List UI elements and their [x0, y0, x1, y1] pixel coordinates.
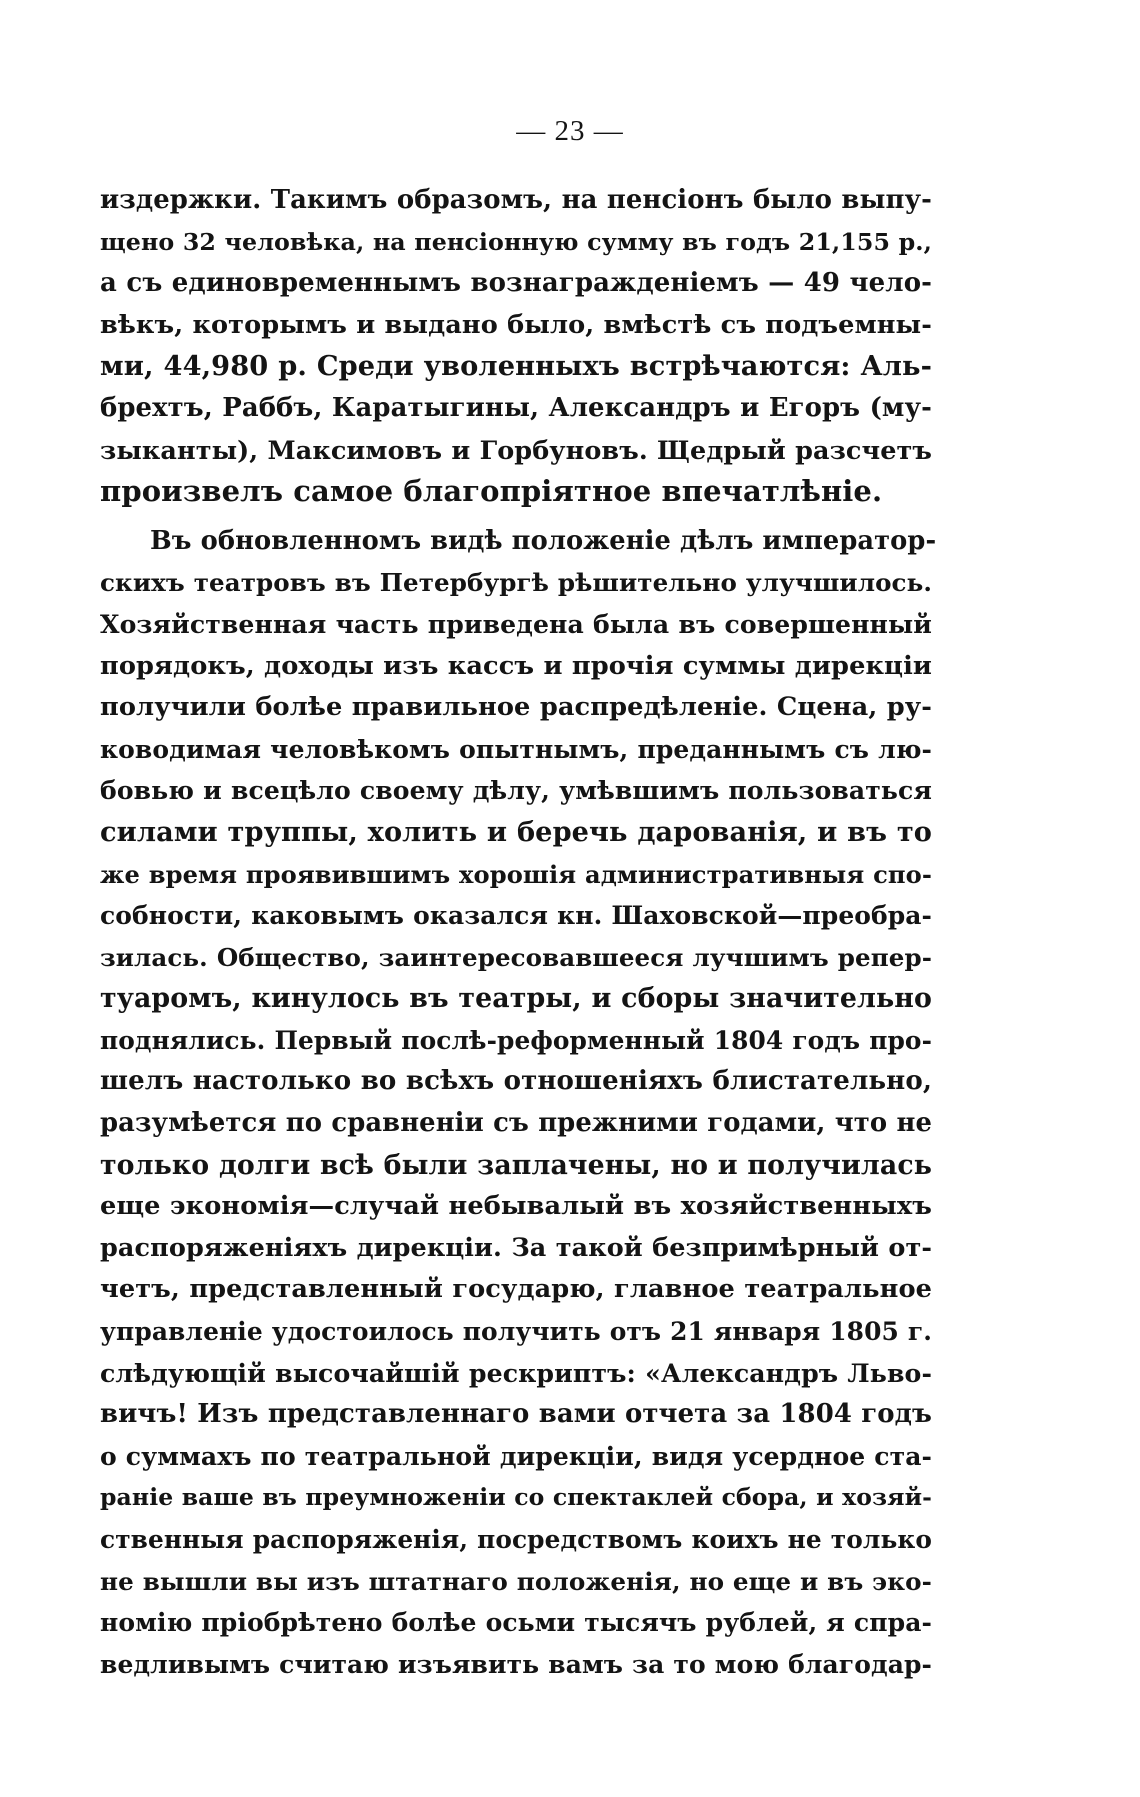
text-line: только долги всѣ были заплачены, но и получилась — [100, 1149, 932, 1181]
text-line: управленіе удостоилось получить отъ 21 января 1805 г. — [100, 1317, 932, 1347]
text-line: зыканты), Максимовъ и Горбуновъ. Щедрый разсчетъ — [100, 434, 932, 465]
text-line: шелъ настолько во всѣхъ отношеніяхъ блистательно, — [100, 1066, 932, 1097]
text-line: ми, 44,980 р. Среди уволенныхъ встрѣчаются: Аль- — [100, 350, 932, 383]
paragraph — [100, 521, 937, 1686]
text-line: слѣдующій высочайшій рескриптъ: «Александръ Льво- — [100, 1357, 932, 1388]
text-line: же время проявившимъ хорошія административныя спо- — [100, 859, 932, 889]
text-line: раніе ваше въ преумноженіи со спектаклей сбора, и хозяй- — [100, 1483, 932, 1512]
text-line: ководимая человѣкомъ опытнымъ, преданнымъ съ лю- — [100, 734, 932, 764]
page-number: — 23 — — [516, 115, 624, 147]
text-line: зилась. Общество, заинтересовавшееся лучшимъ репер- — [100, 942, 932, 972]
text-line: брехтъ, Раббъ, Каратыгины, Александръ и Егоръ (му- — [100, 392, 932, 423]
paragraph-gap — [100, 513, 932, 521]
text-line: еще экономія—случай небывалый въ хозяйственныхъ — [100, 1191, 932, 1222]
text-line: Въ обновленномъ видѣ положеніе дѣлъ император- — [150, 525, 937, 556]
text-line: распоряженіяхъ дирекціи. За такой безпримѣрный от- — [100, 1232, 932, 1263]
text-line: издержки. Такимъ образомъ, на пенсіонъ было выпу- — [100, 185, 932, 215]
text-line: бовью и всецѣло своему дѣлу, умѣвшимъ пользоваться — [100, 775, 932, 806]
text-line: вѣкъ, которымъ и выдано было, вмѣстѣ съ подъемны- — [100, 309, 932, 340]
text-line: номію пріобрѣтено болѣе осьми тысячъ рублей, я спра- — [100, 1608, 932, 1638]
text-line: скихъ театровъ въ Петербургѣ рѣшительно улучшилось. — [100, 568, 932, 598]
body-text — [100, 180, 937, 1685]
text-line: о суммахъ по театральной дирекціи, видя усердное ста- — [100, 1441, 932, 1471]
text-line: четъ, представленный государю, главное театральное — [100, 1274, 932, 1305]
text-line: а съ единовременнымъ вознагражденіемъ — 49 чело- — [100, 268, 932, 299]
text-line: поднялись. Первый послѣ-реформенный 1804 годъ про- — [100, 1025, 932, 1055]
text-line: получили болѣе правильное распредѣленіе. Сцена, ру- — [100, 692, 932, 723]
text-line: туаромъ, кинулось въ театры, и сборы значительно — [100, 983, 932, 1015]
text-line: собности, каковымъ оказался кн. Шаховской—преобра- — [100, 901, 932, 931]
text-line: ведливымъ считаю изъявить вамъ за то мою благодар- — [100, 1649, 932, 1679]
text-line: ственныя распоряженія, посредствомъ коихъ не только — [100, 1525, 932, 1554]
text-line: силами труппы, холить и беречь дарованія, и въ то — [100, 815, 932, 848]
text-line: не вышли вы изъ штатнаго положенія, но еще и въ эко- — [100, 1566, 932, 1596]
text-line: порядокъ, доходы изъ кассъ и прочія суммы дирекціи — [100, 650, 932, 681]
paragraph — [100, 180, 932, 513]
text-line: разумѣется по сравненіи съ прежними годами, что не — [100, 1108, 932, 1139]
text-line: произвелъ самое благопріятное впечатлѣніе. — [100, 474, 883, 509]
text-line: вичъ! Изъ представленнаго вами отчета за 1804 годъ — [100, 1399, 932, 1430]
text-line: щено 32 человѣка, на пенсіонную сумму въ годъ 21,155 р., — [100, 227, 932, 256]
text-line: Хозяйственная часть приведена была въ совершенный — [100, 608, 932, 639]
